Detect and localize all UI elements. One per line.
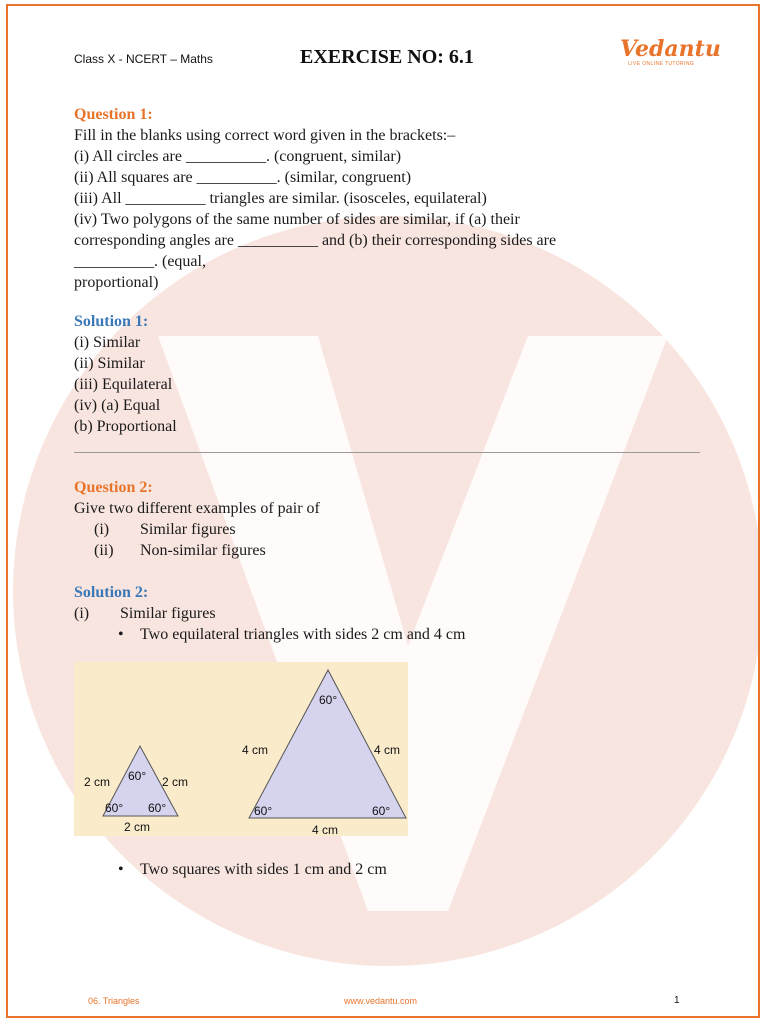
section-divider bbox=[74, 452, 700, 453]
solution-1-line: (iv) (a) Equal bbox=[74, 397, 161, 414]
bullet-marker: • bbox=[118, 861, 124, 878]
question-1-line: (ii) All squares are __________. (similar, congruent) bbox=[74, 169, 412, 186]
solution-1-line: (i) Similar bbox=[74, 334, 141, 351]
large-side-right-label: 4 cm bbox=[374, 743, 401, 757]
question-2-heading: Question 2: bbox=[74, 479, 153, 496]
bullet-marker: • bbox=[118, 626, 124, 643]
item-number: (ii) bbox=[94, 542, 114, 559]
item-text: Similar figures bbox=[140, 521, 236, 538]
question-1-line: corresponding angles are __________ and (b) their corresponding sides are bbox=[74, 232, 557, 249]
small-side-left-label: 2 cm bbox=[84, 775, 111, 789]
solution-2-item bbox=[74, 603, 724, 624]
question-1-heading: Question 1: bbox=[74, 106, 153, 123]
footer-chapter: 06. Triangles bbox=[88, 996, 140, 1006]
question-2 bbox=[74, 477, 724, 561]
small-side-right-label: 2 cm bbox=[162, 775, 189, 789]
small-base-label: 2 cm bbox=[124, 820, 151, 834]
question-2-intro: Give two different examples of pair of bbox=[74, 500, 320, 517]
footer-page-number: 1 bbox=[674, 995, 680, 1006]
item-text: Similar figures bbox=[120, 605, 216, 622]
large-angle-top-label: 60° bbox=[319, 693, 338, 707]
bullet-item bbox=[74, 859, 724, 880]
solution-2 bbox=[74, 582, 724, 645]
solution-1-heading: Solution 1: bbox=[74, 313, 149, 330]
question-1-line: (iii) All __________ triangles are similar. (isosceles, equilateral) bbox=[74, 190, 487, 207]
question-2-item bbox=[74, 519, 724, 540]
small-angle-left-label: 60° bbox=[105, 801, 124, 815]
solution-1-line: (b) Proportional bbox=[74, 418, 177, 435]
item-text: Non-similar figures bbox=[140, 542, 266, 559]
small-angle-top-label: 60° bbox=[128, 769, 147, 783]
solution-1-line: (ii) Similar bbox=[74, 355, 145, 372]
item-number: (i) bbox=[94, 521, 110, 538]
logo-wordmark: Vedantu bbox=[620, 36, 721, 62]
bullet-item bbox=[74, 624, 724, 645]
large-base-label: 4 cm bbox=[312, 823, 339, 836]
item-number: (i) bbox=[74, 605, 90, 622]
question-1-line: Fill in the blanks using correct word given in the brackets:‒ bbox=[74, 127, 456, 144]
vedantu-logo bbox=[620, 36, 721, 67]
triangles-figure bbox=[74, 662, 408, 836]
question-1-line: proportional) bbox=[74, 274, 159, 291]
bullet-text: Two squares with sides 1 cm and 2 cm bbox=[140, 861, 387, 878]
logo-tagline: LIVE ONLINE TUTORING bbox=[628, 61, 695, 67]
solution-1 bbox=[74, 311, 724, 437]
large-angle-right-label: 60° bbox=[372, 804, 391, 818]
footer-website-link[interactable]: www.vedantu.com bbox=[344, 996, 418, 1006]
solution-1-line: (iii) Equilateral bbox=[74, 376, 173, 393]
large-angle-left-label: 60° bbox=[254, 804, 273, 818]
question-1-line: __________. (equal, bbox=[74, 253, 206, 270]
header-class-label: Class X - NCERT – Maths bbox=[74, 52, 213, 66]
question-1-line: (i) All circles are __________. (congruent, similar) bbox=[74, 148, 402, 165]
page-title: EXERCISE NO: 6.1 bbox=[300, 46, 474, 68]
document-page bbox=[6, 4, 760, 1018]
large-side-left-label: 4 cm bbox=[242, 743, 269, 757]
bullet-text: Two equilateral triangles with sides 2 cm and 4 cm bbox=[140, 626, 466, 643]
question-1 bbox=[74, 104, 724, 293]
small-angle-right-label: 60° bbox=[148, 801, 167, 815]
question-2-item bbox=[74, 540, 724, 561]
solution-2-heading: Solution 2: bbox=[74, 584, 149, 601]
solution-2-continued bbox=[74, 859, 724, 880]
question-1-line: (iv) Two polygons of the same number of sides are similar, if (a) their bbox=[74, 211, 520, 228]
